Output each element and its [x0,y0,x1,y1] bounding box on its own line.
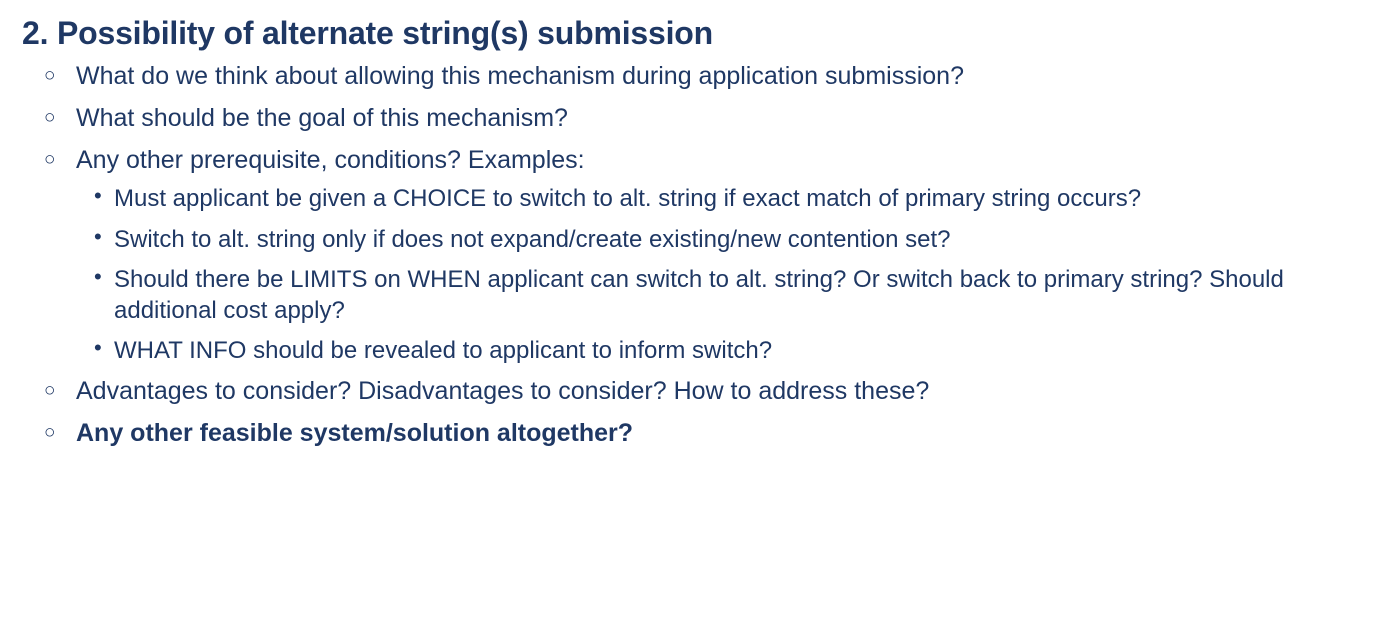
circle-bullet-icon: ○ [44,422,56,444]
sub-list-item-text: Switch to alt. string only if does not expand/create existing/new contention set? [114,225,951,253]
circle-bullet-icon: ○ [44,380,56,402]
sub-list-item [76,183,1351,214]
circle-bullet-icon: ○ [44,107,56,129]
list-item-text: What should be the goal of this mechanism? [76,104,568,133]
bullet-list-level-2 [76,183,1351,366]
sub-list-item-text: WHAT INFO should be revealed to applicant to inform switch? [114,337,773,365]
circle-bullet-icon: ○ [44,149,56,171]
list-item-text: What do we think about allowing this mechanism during application submission? [76,62,964,91]
list-item-text: Any other prerequisite, conditions? Examples: [76,146,585,175]
list-item-text: Advantages to consider? Disadvantages to consider? How to address these? [76,377,930,406]
list-item-emphasized [22,417,1351,450]
sub-list-item [76,224,1351,255]
circle-bullet-icon: ○ [44,65,56,87]
slide-title: 2. Possibility of alternate string(s) submission [22,15,713,51]
list-item-text: Any other feasible system/solution altogether? [76,419,634,448]
dot-bullet-icon: • [94,335,102,361]
list-item [22,144,1351,366]
list-item [22,102,1351,135]
sub-list-item [76,264,1351,326]
dot-bullet-icon: • [94,183,102,209]
dot-bullet-icon: • [94,223,102,249]
sub-list-item [76,335,1351,366]
sub-list-item-text: Should there be LIMITS on WHEN applicant can switch to alt. string? Or switch back to primary string? Should additional cost apply? [114,265,1284,324]
sub-list-item-text: Must applicant be given a CHOICE to switch to alt. string if exact match of primary string occurs? [114,185,1142,213]
dot-bullet-icon: • [94,263,102,289]
list-item [22,375,1351,408]
bullet-list-level-1 [22,60,1351,450]
list-item [22,60,1351,93]
